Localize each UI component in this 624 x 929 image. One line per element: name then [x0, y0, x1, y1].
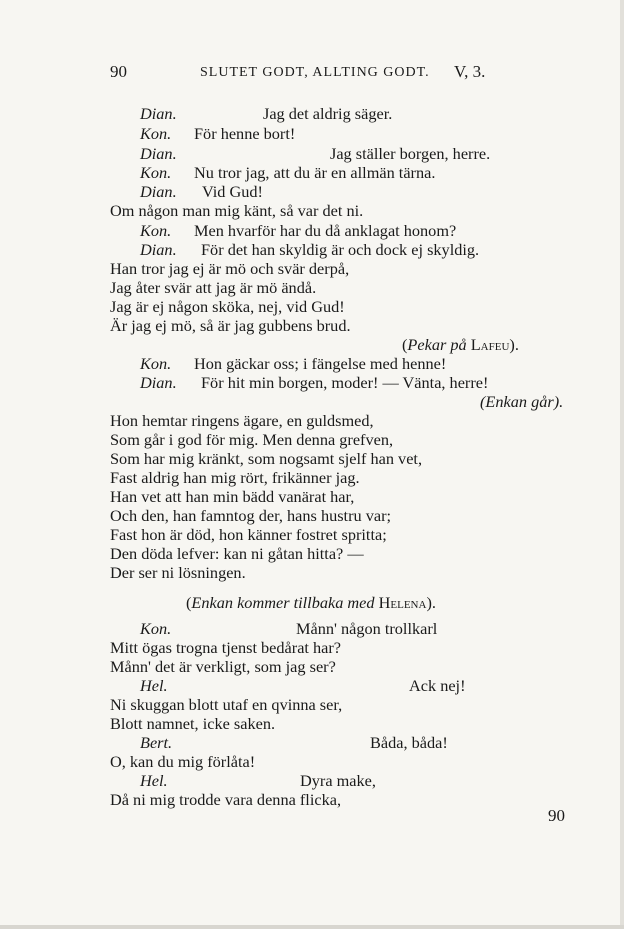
line-18: Som har mig kränkt, som nogsamt sjelf han vet,: [110, 449, 423, 468]
line-9: Jag åter svär att jag är mö ändå.: [110, 278, 317, 297]
line-14-text: För hit min borgen, moder! — Vänta, herre!: [201, 373, 489, 392]
line-6-text: Men hvarför har du då anklagat honom?: [194, 221, 457, 240]
speaker: Kon.: [140, 163, 172, 182]
line-5: Om någon man mig känt, så var det ni.: [110, 201, 364, 220]
line-6: [140, 223, 171, 239]
line-26: [140, 621, 171, 637]
speaker: Dian.: [140, 144, 177, 163]
line-22: Fast hon är död, hon känner fostret spritta;: [110, 525, 387, 544]
header-title: SLUTET GODT, ALLTING GODT.: [200, 65, 430, 80]
line-1: [140, 126, 171, 142]
stage-direction-enkan-kommer: (Enkan kommer tillbaka med Helena).: [186, 593, 436, 612]
speaker: Kon.: [140, 619, 172, 638]
line-11: Är jag ej mö, så är jag gubbens brud.: [110, 316, 351, 335]
line-17: Som går i god för mig. Men denna grefven,: [110, 430, 394, 449]
line-2-text: Jag ställer borgen, herre.: [330, 144, 491, 163]
header-page-number: 90: [110, 62, 127, 81]
line-0-text: Jag det aldrig säger.: [263, 104, 393, 123]
stage-direction-name: Helena: [378, 593, 427, 612]
line-1-text: För henne bort!: [194, 124, 296, 143]
line-28: Månn' det är verkligt, som jag ser?: [110, 657, 336, 676]
line-34-text: Dyra make,: [300, 771, 376, 790]
line-31: Blott namnet, icke saken.: [110, 714, 276, 733]
header-section: V, 3.: [454, 62, 486, 81]
line-35: Då ni mig trodde vara denna flicka,: [110, 790, 342, 809]
line-29: [140, 678, 168, 694]
line-34: [140, 773, 168, 789]
stage-direction-text: Pekar på: [407, 335, 467, 354]
line-4: [140, 184, 177, 200]
speaker: Kon.: [140, 221, 172, 240]
line-21: Och den, han famntog der, hans hustru var;: [110, 506, 392, 525]
speaker: Hel.: [140, 771, 168, 790]
speaker: Dian.: [140, 182, 177, 201]
line-23: Den döda lefver: kan ni gåtan hitta? —: [110, 544, 364, 563]
line-4-text: Vid Gud!: [202, 182, 263, 201]
line-8: Han tror jag ej är mö och svär derpå,: [110, 259, 350, 278]
stage-direction-text: Enkan kommer tillbaka med: [191, 593, 375, 612]
scan-edge-bottom: [0, 925, 624, 929]
line-19: Fast aldrig han mig rört, frikänner jag.: [110, 468, 360, 487]
speaker: Kon.: [140, 354, 172, 373]
stage-direction-name: Lafeu: [470, 335, 510, 354]
line-20: Han vet att han min bädd vanärat har,: [110, 487, 355, 506]
line-10: Jag är ej någon sköka, nej, vid Gud!: [110, 297, 345, 316]
line-24: Der ser ni lösningen.: [110, 563, 246, 582]
line-26-text: Månn' någon trollkarl: [296, 619, 438, 638]
line-32-text: Båda, båda!: [370, 733, 448, 752]
line-7-text: För det han skyldig är och dock ej skyldig.: [201, 240, 480, 259]
speaker: Dian.: [140, 104, 177, 123]
scan-edge-right: [620, 0, 624, 929]
line-29-text: Ack nej!: [409, 676, 466, 695]
stage-direction-pekar: (Pekar på Lafeu).: [402, 335, 519, 354]
line-14: [140, 375, 177, 391]
line-33: O, kan du mig förlåta!: [110, 752, 256, 771]
line-13: [140, 356, 171, 372]
line-3-text: Nu tror jag, att du är en allmän tärna.: [194, 163, 436, 182]
line-7: [140, 242, 177, 258]
stage-direction-enkan-gar: (Enkan går).: [480, 392, 564, 411]
line-30: Ni skuggan blott utaf en qvinna ser,: [110, 695, 343, 714]
line-2: [140, 146, 177, 162]
speaker: Dian.: [140, 240, 177, 259]
footer-page-number: 90: [548, 806, 565, 825]
line-3: [140, 165, 171, 181]
line-0: [140, 106, 177, 122]
line-32: [140, 735, 172, 751]
speaker: Hel.: [140, 676, 168, 695]
speaker: Bert.: [140, 733, 173, 752]
line-16: Hon hemtar ringens ägare, en guldsmed,: [110, 411, 374, 430]
line-13-text: Hon gäckar oss; i fängelse med henne!: [194, 354, 447, 373]
speaker: Kon.: [140, 124, 172, 143]
speaker: Dian.: [140, 373, 177, 392]
line-27: Mitt ögas trogna tjenst bedårat har?: [110, 638, 342, 657]
